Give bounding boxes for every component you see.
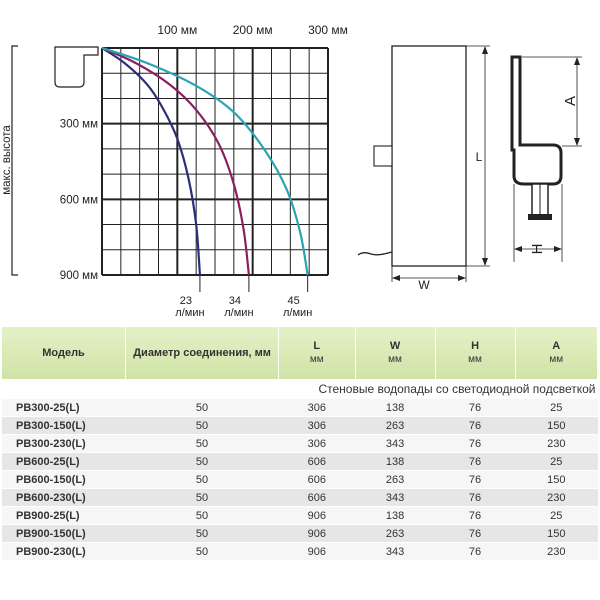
table-cell: 25 bbox=[515, 453, 597, 471]
column-header-unit: мм bbox=[388, 354, 402, 365]
flow-curve-34 bbox=[102, 48, 249, 275]
column-header-title: A bbox=[552, 340, 561, 352]
table-row bbox=[2, 417, 598, 435]
table-cell: 150 bbox=[515, 417, 597, 435]
side-view-outline bbox=[512, 57, 561, 184]
column-header bbox=[2, 327, 126, 379]
flow-unit-label: л/мин bbox=[283, 307, 313, 319]
table-cell: 306 bbox=[279, 417, 355, 435]
table-cell: 306 bbox=[279, 399, 355, 417]
column-header bbox=[126, 327, 279, 379]
table-cell: 606 bbox=[279, 471, 355, 489]
table-cell: 25 bbox=[515, 399, 597, 417]
table-cell: 606 bbox=[279, 453, 355, 471]
column-header bbox=[515, 327, 597, 379]
section-row bbox=[2, 379, 598, 399]
y-tick-label: 900 мм bbox=[59, 270, 98, 282]
table-cell: 25 bbox=[515, 507, 597, 525]
model-cell: PB300-150(L) bbox=[2, 417, 126, 435]
side-view bbox=[512, 57, 582, 262]
column-header-unit: мм bbox=[549, 354, 564, 365]
table-cell: 50 bbox=[126, 435, 279, 453]
table-cell: 138 bbox=[355, 507, 435, 525]
flow-value-label: 45 bbox=[287, 295, 300, 307]
chart-grid bbox=[102, 48, 328, 275]
weir-profile-icon bbox=[55, 47, 98, 87]
table-cell: 150 bbox=[515, 525, 597, 543]
table-cell: 76 bbox=[435, 489, 515, 507]
column-header-title: L bbox=[313, 340, 321, 352]
table-row bbox=[2, 489, 598, 507]
table-cell: 343 bbox=[355, 435, 435, 453]
table-cell: 138 bbox=[355, 399, 435, 417]
model-cell: PB900-150(L) bbox=[2, 525, 126, 543]
table-cell: 343 bbox=[355, 543, 435, 561]
y-axis-label: макс. высота bbox=[1, 125, 13, 195]
table-cell: 343 bbox=[355, 489, 435, 507]
model-cell: PB600-150(L) bbox=[2, 471, 126, 489]
x-tick-label: 300 мм bbox=[308, 23, 348, 37]
table-cell: 50 bbox=[126, 417, 279, 435]
table-cell: 230 bbox=[515, 489, 597, 507]
table-cell: 230 bbox=[515, 543, 597, 561]
column-header-unit: мм bbox=[309, 354, 324, 365]
dim-label-H: H bbox=[529, 243, 546, 255]
front-view-body bbox=[392, 46, 466, 266]
table-cell: 76 bbox=[435, 471, 515, 489]
table-row bbox=[2, 471, 598, 489]
table-header-row bbox=[2, 327, 598, 379]
table-cell: 263 bbox=[355, 417, 435, 435]
y-tick-label: 600 мм bbox=[59, 194, 98, 207]
table-cell: 50 bbox=[126, 525, 279, 543]
table-cell: 606 bbox=[279, 489, 355, 507]
table-row bbox=[2, 507, 598, 525]
flow-value-label: 23 bbox=[179, 295, 193, 307]
column-header bbox=[355, 327, 435, 379]
table-row bbox=[2, 543, 598, 561]
table-cell: 906 bbox=[279, 507, 355, 525]
table-cell: 76 bbox=[435, 543, 515, 561]
dim-label-L: L bbox=[475, 150, 483, 164]
table-cell: 263 bbox=[355, 525, 435, 543]
model-cell: PB900-25(L) bbox=[2, 507, 126, 525]
column-header-title: W bbox=[389, 340, 401, 352]
table-cell: 906 bbox=[279, 543, 355, 561]
dim-label-W: W bbox=[418, 278, 430, 292]
model-cell: PB900-230(L) bbox=[2, 543, 126, 561]
table-cell: 76 bbox=[435, 525, 515, 543]
table-cell: 76 bbox=[435, 417, 515, 435]
column-header bbox=[279, 327, 355, 379]
model-cell: PB300-25(L) bbox=[2, 399, 126, 417]
table-cell: 306 bbox=[279, 435, 355, 453]
table-cell: 76 bbox=[435, 399, 515, 417]
power-cable bbox=[358, 252, 392, 255]
flow-unit-label: л/мин bbox=[224, 307, 254, 319]
flow-unit-label: л/мин bbox=[175, 307, 205, 319]
flow-curve-45 bbox=[102, 48, 308, 275]
column-header-title: Диаметр соединения, мм bbox=[133, 346, 271, 359]
model-cell: PB300-230(L) bbox=[2, 435, 126, 453]
flow-curves bbox=[102, 48, 308, 275]
table-row bbox=[2, 435, 598, 453]
table-cell: 50 bbox=[126, 453, 279, 471]
table-cell: 150 bbox=[515, 471, 597, 489]
x-tick-label: 100 мм bbox=[157, 23, 198, 37]
column-header-unit: мм bbox=[468, 354, 482, 365]
table-cell: 50 bbox=[126, 399, 279, 417]
x-tick-label: 200 мм bbox=[232, 23, 273, 37]
table-cell: 76 bbox=[435, 435, 515, 453]
table-cell: 50 bbox=[126, 489, 279, 507]
dim-label-A: A bbox=[562, 95, 579, 107]
table-cell: 50 bbox=[126, 507, 279, 525]
y-tick-label: 300 мм bbox=[59, 118, 98, 131]
table-row bbox=[2, 525, 598, 543]
table-cell: 76 bbox=[435, 453, 515, 471]
table-cell: 50 bbox=[126, 471, 279, 489]
flow-curve-23 bbox=[102, 48, 200, 275]
table-row bbox=[2, 399, 598, 417]
table-cell: 263 bbox=[355, 471, 435, 489]
table-cell: 138 bbox=[355, 453, 435, 471]
column-header bbox=[435, 327, 515, 379]
front-view bbox=[358, 46, 490, 292]
spec-table bbox=[2, 327, 598, 561]
table-body bbox=[2, 379, 598, 561]
flow-value-label: 34 bbox=[228, 295, 242, 307]
column-header-title: H bbox=[471, 340, 480, 352]
front-view-nozzle bbox=[374, 146, 392, 166]
table-cell: 50 bbox=[126, 543, 279, 561]
table-cell: 906 bbox=[279, 525, 355, 543]
table-cell: 76 bbox=[435, 507, 515, 525]
table-cell: 230 bbox=[515, 435, 597, 453]
column-header-title: Модель bbox=[42, 346, 85, 359]
table-row bbox=[2, 453, 598, 471]
model-cell: PB600-230(L) bbox=[2, 489, 126, 507]
model-cell: PB600-25(L) bbox=[2, 453, 126, 471]
section-title: Стеновые водопады со светодиодной подсветкой bbox=[2, 379, 598, 399]
